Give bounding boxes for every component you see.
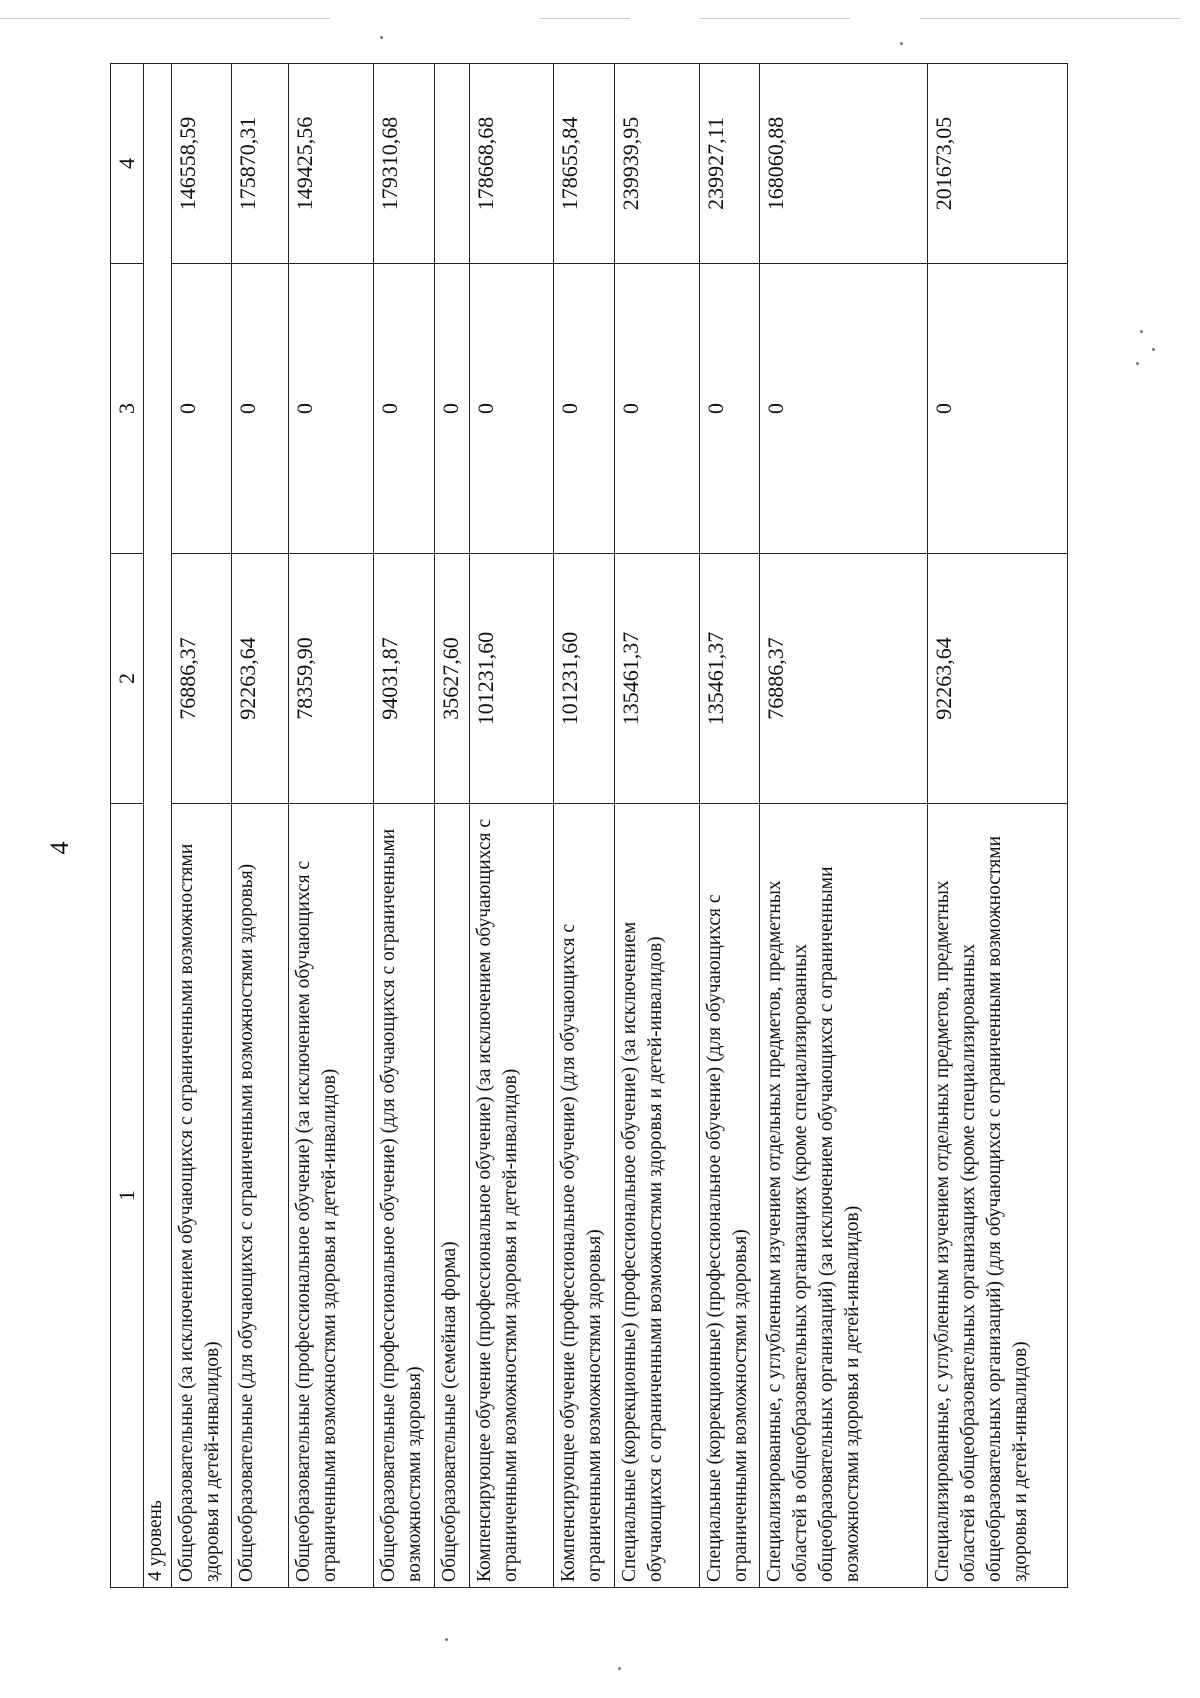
table-row bbox=[289, 64, 374, 1588]
scan-edge-line bbox=[920, 18, 1180, 19]
row-value-3: 0 bbox=[374, 264, 434, 554]
row-name: Общеобразовательные (профессиональное обучение) (для обучающихся с ограниченными возможностями здоровья) bbox=[374, 804, 434, 1588]
rotated-table-container bbox=[110, 64, 1068, 1588]
row-name: Общеобразовательные (профессиональное обучение) (за исключением обучающихся с ограниченными возможностями здоровья и детей-инвалидов) bbox=[289, 804, 374, 1588]
scan-speck bbox=[380, 36, 383, 39]
table-header-row bbox=[111, 64, 144, 1588]
level-label: 4 уровень bbox=[144, 64, 172, 1588]
row-value-4: 179310,68 bbox=[374, 64, 434, 264]
row-value-2: 92263,64 bbox=[927, 554, 1067, 804]
row-value-4: 178668,68 bbox=[469, 64, 554, 264]
table-row bbox=[232, 64, 289, 1588]
scan-speck bbox=[1152, 348, 1155, 351]
scan-speck bbox=[618, 1667, 621, 1670]
row-name: Общеобразовательные (за исключением обучающихся с ограниченными возможностями здоровья и детей-инвалидов) bbox=[171, 804, 231, 1588]
row-value-2: 76886,37 bbox=[760, 554, 928, 804]
scan-speck bbox=[445, 1638, 448, 1641]
table-row bbox=[434, 64, 469, 1588]
row-value-2: 135461,37 bbox=[699, 554, 759, 804]
column-header-3: 3 bbox=[111, 264, 144, 554]
row-value-4: 201673,05 bbox=[927, 64, 1067, 264]
scan-speck bbox=[1136, 362, 1139, 365]
column-header-1: 1 bbox=[111, 804, 144, 1588]
row-value-3: 0 bbox=[614, 264, 699, 554]
row-value-2: 92263,64 bbox=[232, 554, 289, 804]
table-row bbox=[374, 64, 434, 1588]
column-header-4: 4 bbox=[111, 64, 144, 264]
row-name: Общеобразовательные (для обучающихся с ограниченными возможностями здоровья) bbox=[232, 804, 289, 1588]
row-value-3: 0 bbox=[289, 264, 374, 554]
table-row bbox=[760, 64, 928, 1588]
table-row bbox=[171, 64, 231, 1588]
page-number: 4 bbox=[45, 841, 74, 855]
row-value-4: 175870,31 bbox=[232, 64, 289, 264]
row-name: Специальные (коррекционные) (профессиональное обучение) (для обучающихся с ограниченными возможностями здоровья) bbox=[699, 804, 759, 1588]
scan-speck bbox=[900, 42, 903, 45]
row-value-3: 0 bbox=[554, 264, 614, 554]
row-value-3: 0 bbox=[171, 264, 231, 554]
row-value-2: 76886,37 bbox=[171, 554, 231, 804]
column-header-2: 2 bbox=[111, 554, 144, 804]
row-name: Специальные (коррекционные) (профессиональное обучение) (за исключением обучающихся с ограниченными возможностями здоровья и детей-инвалидов) bbox=[614, 804, 699, 1588]
table-row bbox=[927, 64, 1067, 1588]
tariff-table bbox=[110, 63, 1068, 1588]
row-name: Компенсирующее обучение (профессиональное обучение) (за исключением обучающихся с ограниченными возможностями здоровья и детей-инвалидов) bbox=[469, 804, 554, 1588]
table-row bbox=[699, 64, 759, 1588]
scan-edge-line bbox=[700, 18, 850, 19]
row-value-2: 101231,60 bbox=[469, 554, 554, 804]
row-value-2: 78359,90 bbox=[289, 554, 374, 804]
scan-edge-line bbox=[540, 18, 630, 19]
row-value-4: 168060,88 bbox=[760, 64, 928, 264]
row-value-3: 0 bbox=[760, 264, 928, 554]
row-name: Специализированные, с углубленным изучением отдельных предметов, предметных областей в общеобразовательных организациях (кроме специализированных общеобразовательных организаций) (за исключением обучающихся с ограниченными возможностями здоровья и детей-инвалидов) bbox=[760, 804, 928, 1588]
row-value-3: 0 bbox=[699, 264, 759, 554]
row-value-2: 35627,60 bbox=[434, 554, 469, 804]
row-value-3: 0 bbox=[927, 264, 1067, 554]
scan-speck bbox=[1140, 330, 1143, 333]
row-value-4: 239927,11 bbox=[699, 64, 759, 264]
table-row bbox=[469, 64, 554, 1588]
row-name: Специализированные, с углубленным изучением отдельных предметов, предметных областей в общеобразовательных организациях (кроме специализированных общеобразовательных организаций) (для обучающихся с ограниченными возможностями здоровья и детей-инвалидов) bbox=[927, 804, 1067, 1588]
row-value-2: 135461,37 bbox=[614, 554, 699, 804]
row-name: Общеобразовательные (семейная форма) bbox=[434, 804, 469, 1588]
row-value-2: 94031,87 bbox=[374, 554, 434, 804]
row-value-3: 0 bbox=[434, 264, 469, 554]
row-value-4: 178655,84 bbox=[554, 64, 614, 264]
row-value-4: 239939,95 bbox=[614, 64, 699, 264]
scan-edge-line bbox=[0, 18, 330, 19]
row-value-2: 101231,60 bbox=[554, 554, 614, 804]
row-value-4: 149425,56 bbox=[289, 64, 374, 264]
row-name: Компенсирующее обучение (профессиональное обучение) (для обучающихся с ограниченными возможностями здоровья) bbox=[554, 804, 614, 1588]
row-value-3: 0 bbox=[232, 264, 289, 554]
table-row bbox=[554, 64, 614, 1588]
row-value-4 bbox=[434, 64, 469, 264]
row-value-4: 146558,59 bbox=[171, 64, 231, 264]
table-row bbox=[614, 64, 699, 1588]
row-value-3: 0 bbox=[469, 264, 554, 554]
level-row bbox=[144, 64, 172, 1588]
